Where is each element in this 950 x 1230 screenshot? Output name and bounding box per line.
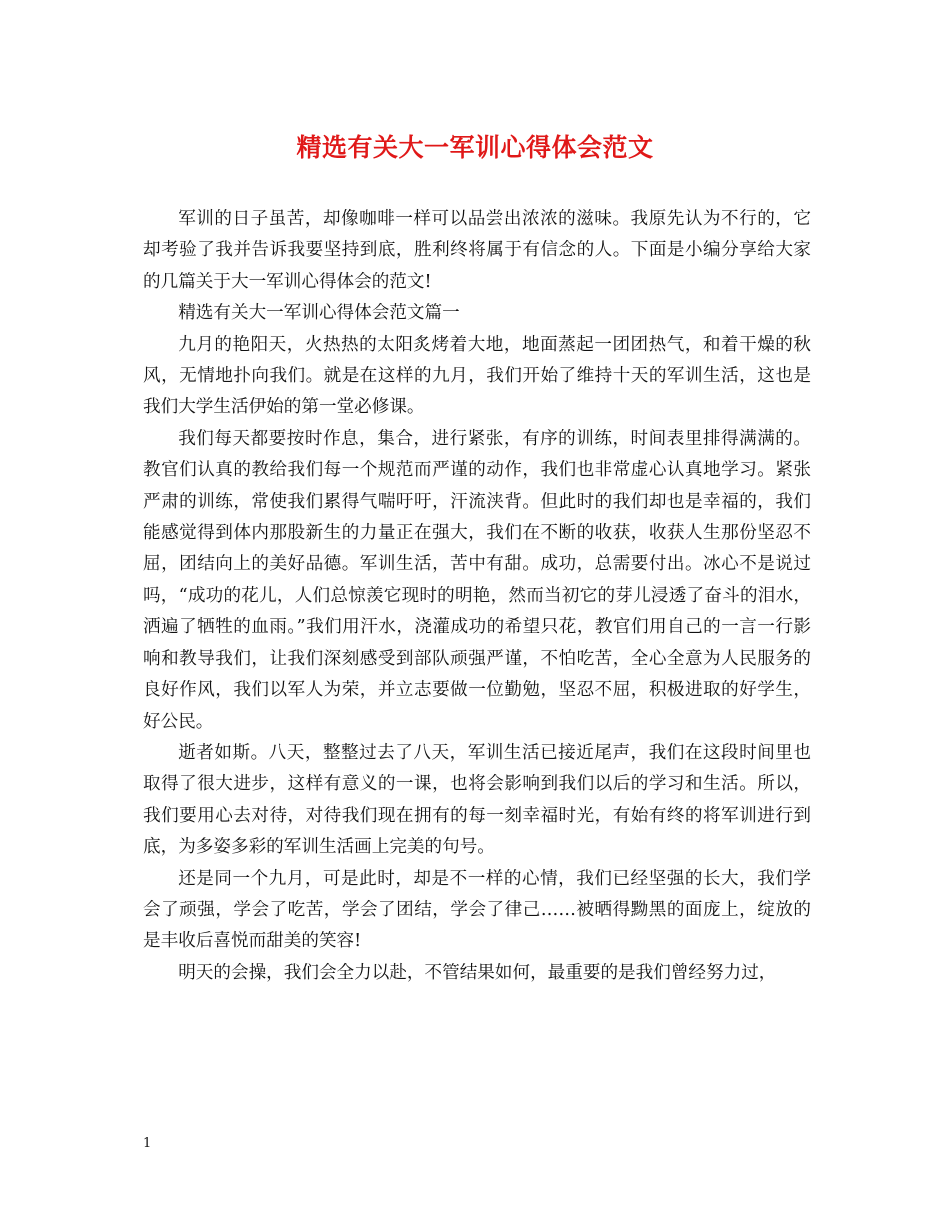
page-number: 1 [143,1136,152,1151]
paragraph: 九月的艳阳天，火热热的太阳炙烤着大地，地面蒸起一团团热气，和着干燥的秋风，无情地扑向我们。就是在这样的九月，我们开始了维持十天的军训生活，这也是我们大学生活伊始的第一堂必修课。 [143,334,811,418]
paragraph: 我们每天都要按时作息，集合，进行紧张，有序的训练，时间表里排得满满的。教官们认真的教给我们每一个规范而严谨的动作，我们也非常虚心认真地学习。紧张严肃的训练，常使我们累得气喘吁吁，汗流浃背。但此时的我们却也是幸福的，我们能感觉得到体内那股新生的力量正在强大，我们在不断的收获，收获人生那份坚忍不屈，团结向上的美好品德。军训生活，苦中有甜。成功，总需要付出。冰心不是说过吗，“成功的花儿，人们总惊羡它现时的明艳，然而当初它的芽儿浸透了奋斗的泪水，洒遍了牺牲的血雨。”我们用汗水，浇灌成功的希望只花，教官们用自己的一言一行影响和教导我们，让我们深刻感受到部队顽强严谨，不怕吃苦，全心全意为人民服务的良好作风，我们以军人为荣，并立志要做一位勤勉，坚忍不屈，积极进取的好学生，好公民。 [143,428,811,732]
section-heading: 精选有关大一军训心得体会范文篇一 [178,303,460,324]
paragraph: 逝者如斯。八天，整整过去了八天，军训生活已接近尾声，我们在这段时间里也取得了很大进步，这样有意义的一课，也将会影响到我们以后的学习和生活。所以，我们要用心去对待，对待我们现在拥有的每一刻幸福时光，有始有终的将军训进行到底，为多姿多彩的军训生活画上完美的句号。 [143,742,811,858]
paragraph-intro: 军训的日子虽苦，却像咖啡一样可以品尝出浓浓的滋味。我原先认为不行的，它却考验了我并告诉我要坚持到底，胜利终将属于有信念的人。下面是小编分享给大家的几篇关于大一军训心得体会的范文! [143,209,811,292]
paragraph: 还是同一个九月，可是此时，却是不一样的心情，我们已经坚强的长大，我们学会了顽强，学会了吃苦，学会了团结，学会了律己……被晒得黝黑的面庞上，绽放的是丰收后喜悦而甜美的笑容! [143,868,811,952]
document-body [143,204,811,989]
paragraph: 明天的会操，我们会全力以赴，不管结果如何，最重要的是我们曾经努力过， [178,962,777,983]
document-title: 精选有关大一军训心得体会范文 [296,133,654,162]
